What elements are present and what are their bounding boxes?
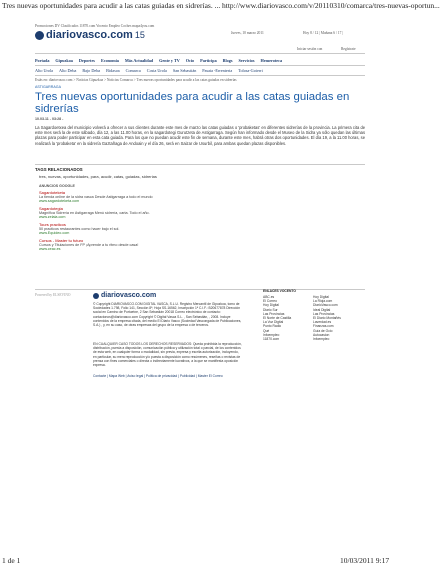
current-date: Jueves, 10 marzo 2011 bbox=[231, 31, 264, 35]
enlaces-link[interactable]: El Norte de Castilla bbox=[263, 316, 292, 321]
web-page bbox=[35, 24, 365, 529]
primary-nav-item[interactable]: Más Actualidad bbox=[124, 58, 154, 63]
footer-legal: © Copyright DIARIOVASCO.COM DIGITAL VASCA, S.L.U. Registro Mercantil de Gipuzkoa, tomo de Sociedades 1.798, Folio 141, Sección 8ª, Hoja SS-16562, Inscripción 1ª C.I.F.: B20677878 Dirección social en Camino de Portuetxe, 2 San Sebastián 20018 Correo electrónico de contacto: contactonos@diariovasco.com Copyright © Digital Vasca S.L. , San Sebastián, , 2008. Incluye contenidos de la empresa citada, del medio El Diario Vasco (Sociedad Vascongada de Publicaciones, S.A.) , y, en su caso, de otras empresas del grupo de la empresa o de terceros. bbox=[93, 302, 242, 328]
enlaces-col-1 bbox=[263, 295, 311, 341]
article-body: La Sagardoetxea del municipio volverá a ofrecer a sus clientes durante este mes de marzo las catas guiadas o 'probaketas' en diferentes sidrerías de la provincia. La primera cita de este mes será la de este sábado, día 12, a las 11.00 horas, en la sagardotegi Gurutzeta de Astigarraga. Según han informado desde el Museo de la Sidra ya sólo quedan las últimas plazas para poder participar en esta cata guiada. Para los que no puedan acudir este fin de semana, durante este mes, habrá otras dos oportunidades. El día 19, a la 11.00 horas, se realizará la 'probaketa' en la sidrería Gaztañaga de Andoain y el día 26, será en Saizar de Usurbil, para ambas quedan plazas disponibles. bbox=[35, 125, 365, 146]
divider bbox=[35, 164, 365, 165]
enlaces-link[interactable]: Las Provincias bbox=[263, 311, 285, 316]
enlaces-link[interactable]: Ideal Digital bbox=[313, 307, 331, 312]
ad-list bbox=[39, 190, 199, 254]
primary-nav-item[interactable]: Economía bbox=[100, 58, 119, 63]
powered-by: Powered by ELSEVINO bbox=[35, 293, 71, 297]
secondary-nav bbox=[35, 68, 263, 73]
ads-heading: ANUNCIOS GOOGLE bbox=[39, 184, 75, 188]
enlaces-link[interactable]: Diario Sur bbox=[263, 307, 278, 312]
ad-title[interactable]: Tours practicos bbox=[39, 222, 66, 227]
enlaces-link[interactable]: Qué bbox=[263, 328, 270, 333]
divider bbox=[35, 289, 365, 290]
ad-item[interactable] bbox=[39, 238, 199, 251]
ad-title[interactable]: Sagardotegia bbox=[39, 206, 63, 211]
print-header-url: http://www.diariovasco.com/v/20110310/comarca/tres-nuevas-oportun... bbox=[222, 1, 440, 10]
enlaces-link[interactable]: Las Provincias bbox=[313, 311, 335, 316]
ad-desc: La tienda online de la sidra vasca Desde Astigarraga a todo el mundo bbox=[39, 195, 153, 199]
site-logo[interactable] bbox=[35, 29, 145, 41]
ad-desc: Magnífica Sidrería en Astigarraga Menú sidrería, carta. Todo el año. bbox=[39, 211, 150, 215]
secondary-nav-item[interactable]: Alto Urola bbox=[35, 68, 54, 73]
enlaces-link[interactable]: Hoy Digital bbox=[263, 303, 279, 308]
register-link[interactable]: Regístrate bbox=[341, 47, 356, 51]
enlaces-link[interactable]: Finanzas.com bbox=[313, 324, 334, 329]
enlaces-link[interactable]: ABC.es bbox=[263, 295, 275, 299]
primary-nav-item[interactable]: Servicios bbox=[238, 58, 255, 63]
enlaces-link[interactable]: 11870.com bbox=[263, 337, 280, 342]
login-link[interactable]: Iniciar sesión con bbox=[297, 47, 323, 51]
enlaces-link[interactable]: Hoy Digital bbox=[313, 295, 329, 299]
enlaces-link[interactable]: El Correo bbox=[263, 299, 277, 304]
enlaces-link[interactable]: El Diario Montañés bbox=[313, 316, 341, 321]
divider bbox=[35, 53, 365, 54]
secondary-nav-item[interactable]: Bidasoa bbox=[106, 68, 120, 73]
enlaces-link[interactable]: Laverdad.es bbox=[313, 320, 332, 325]
secondary-nav-item[interactable]: Comarca bbox=[125, 68, 141, 73]
divider bbox=[35, 65, 365, 66]
secondary-nav-item[interactable]: Bajo Deba bbox=[82, 68, 101, 73]
primary-nav-item[interactable]: Deportes bbox=[78, 58, 95, 63]
enlaces-link[interactable]: Infoempleo bbox=[263, 332, 280, 337]
breadcrumb[interactable]: Estás en: diariovasco.com > Noticias Gipuzkoa > Noticias Comarca > Tres nuevas oportunidades para acudir a las catas guiadas en sidrerías bbox=[35, 78, 237, 82]
secondary-nav-item[interactable]: Costa Urola bbox=[146, 68, 167, 73]
ad-title[interactable]: Sagardoteketa bbox=[39, 190, 66, 195]
primary-nav-item[interactable]: Gente y TV bbox=[159, 58, 180, 63]
enlaces-link[interactable]: Guía de Ocio bbox=[313, 328, 333, 333]
enlaces-link[interactable]: DiarioVasco.com bbox=[313, 303, 338, 308]
enlaces-link[interactable]: Punto Radio bbox=[263, 324, 282, 329]
logo-mark-icon bbox=[93, 293, 99, 299]
footer-logo-text: diariovasco.com bbox=[101, 292, 157, 299]
ad-url[interactable]: www.ceac.es bbox=[39, 247, 61, 251]
secondary-nav-item[interactable]: Alto Deba bbox=[59, 68, 77, 73]
ad-desc: Cursos y Titulaciones de FP ¡Aprende a tu ritmo desde casa! bbox=[39, 243, 139, 247]
primary-nav-item[interactable]: Hemeroteca bbox=[260, 58, 283, 63]
print-footer-datetime: 10/03/2011 9:17 bbox=[340, 556, 390, 565]
divider bbox=[35, 75, 365, 76]
primary-nav-item[interactable]: Gipuzkoa bbox=[55, 58, 73, 63]
enlaces-col-2 bbox=[313, 295, 365, 341]
primary-nav bbox=[35, 58, 282, 63]
top-links[interactable]: Promociones DV Clasificados 11870.com Vocento Empleo Coches mapa4you.com bbox=[35, 24, 155, 28]
article-title: Tres nuevas oportunidades para acudir a las catas guiadas en sidrerías bbox=[35, 91, 350, 115]
logo-text: diariovasco.com bbox=[46, 29, 133, 41]
ad-item[interactable] bbox=[39, 206, 199, 219]
ad-desc: 50 practicos restaurantes como hacer bajo el sol. bbox=[39, 227, 120, 231]
secondary-nav-item[interactable]: Pasaia -Errenteria bbox=[202, 68, 233, 73]
primary-nav-item[interactable]: Participa bbox=[200, 58, 217, 63]
article-section[interactable]: ASTIGARRAGA bbox=[35, 85, 61, 89]
ad-url[interactable]: www.Equideo.com bbox=[39, 231, 70, 235]
enlaces-link[interactable]: La Voz Digital bbox=[263, 320, 284, 325]
article-datetime: 10.03.11 - 03:28 - bbox=[35, 117, 64, 121]
related-heading: TAGS RELACIONADOS bbox=[35, 167, 83, 172]
footer-links[interactable]: Contacte | Mapa Web | Aviso legal | Política de privacidad | Publicidad | Master El Correo bbox=[93, 374, 223, 378]
secondary-nav-item[interactable]: Tolosa-Goierri bbox=[238, 68, 263, 73]
ad-title[interactable]: Cursos - Master tu futuro bbox=[39, 238, 84, 243]
footer-logo[interactable] bbox=[93, 292, 156, 299]
secondary-nav-item[interactable]: San Sebastián bbox=[172, 68, 197, 73]
primary-nav-item[interactable]: Ocio bbox=[185, 58, 195, 63]
ad-item[interactable] bbox=[39, 222, 199, 235]
enlaces-heading: ENLACES VOCENTO bbox=[263, 289, 296, 293]
primary-nav-item[interactable]: Portada bbox=[35, 58, 50, 63]
enlaces-link[interactable]: Autocasion bbox=[313, 332, 330, 337]
enlaces-link[interactable]: Infoempleo bbox=[313, 337, 330, 342]
ad-url[interactable]: www.sagardoteketa.com bbox=[39, 199, 80, 203]
ad-url[interactable]: www.zelaia.com bbox=[39, 215, 66, 219]
ad-item[interactable] bbox=[39, 190, 199, 203]
primary-nav-item[interactable]: Blogs bbox=[222, 58, 233, 63]
anniversary-badge: 15 bbox=[134, 30, 145, 40]
print-header-title: Tres nuevas oportunidades para acudir a las catas guiadas en sidrerías. ... bbox=[2, 1, 221, 10]
logo-mark-icon bbox=[35, 31, 44, 40]
enlaces-link[interactable]: La Rioja.com bbox=[313, 299, 333, 304]
related-tags[interactable]: tres, nuevas, oportunidades, para, acudir, catas, guiadas, sidrerias bbox=[39, 174, 157, 179]
footer-rights: EN CUALQUIER CASO TODOS LOS DERECHOS RESERVADOS: Queda prohibida la reproducción, distribución, puesta a disposición, comunicación pública y utilización total o parcial, de los contenidos de esta web, en cualquier forma o modalidad, sin previa, expresa y escrita autorización, incluyendo, en particular, su mera reproducción y/o puesta a disposición como resúmenes, reseñas o revistas de prensa con fines comerciales o directa o indirectamente lucrativos, a la que se manifiesta oposición expresa. bbox=[93, 342, 242, 368]
print-footer-page: 1 de 1 bbox=[2, 556, 21, 565]
weather-widget[interactable]: Hoy 8 / 12 | Mañana 6 / 17 | bbox=[303, 31, 344, 35]
